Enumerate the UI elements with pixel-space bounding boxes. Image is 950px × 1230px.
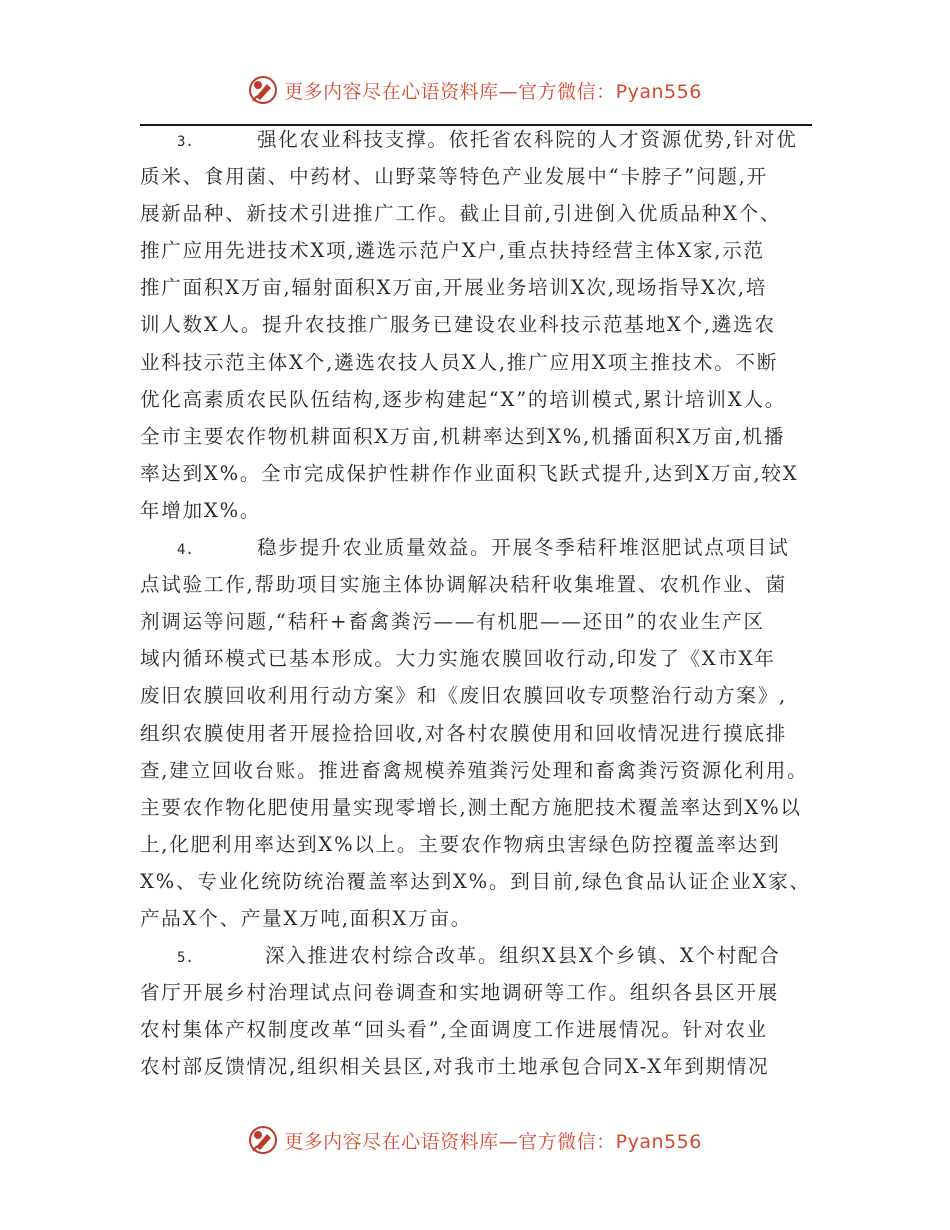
footer-banner bbox=[0, 1122, 950, 1158]
footer-banner-text: 更多内容尽在心语资料库—官方微信：Pyan556 bbox=[284, 1130, 702, 1153]
section-4-line-7: 查,建立回收台账。推进畜禽规模养殖粪污处理和畜禽粪污资源化利用。 bbox=[140, 758, 809, 782]
section-4-line-9: 上,化肥利用率达到X%以上。主要农作物病虫害绿色防控覆盖率达到 bbox=[140, 832, 781, 856]
pen-nib-logo-icon bbox=[248, 1125, 278, 1155]
section-3-line-11: 年增加X%。 bbox=[140, 498, 262, 522]
section-5-line-3: 农村集体产权制度改革“回头看”,全面调度工作进展情况。针对农业 bbox=[140, 1018, 768, 1042]
section-3-line-7: 业科技示范主体X个,遴选农技人员X人,推广应用X项主推技术。不断 bbox=[140, 350, 779, 374]
section-4-line-2: 点试验工作,帮助项目实施主体协调解决秸秆收集堆置、农机作业、菌 bbox=[140, 573, 787, 597]
section-4-line-11: 产品X个、产量X万吨,面积X万亩。 bbox=[140, 906, 472, 930]
section-4-line-6: 组织农膜使用者开展捡拾回收,对各村农膜使用和回收情况进行摸底排 bbox=[140, 721, 787, 745]
section-4-number: 4. bbox=[177, 542, 194, 559]
document-body bbox=[140, 121, 820, 1085]
section-5-line-4: 农村部反馈情况,组织相关县区,对我市土地承包合同X-X年到期情况 bbox=[140, 1055, 770, 1079]
section-4-line-4: 域内循环模式已基本形成。大力实施农膜回收行动,印发了《X市X年 bbox=[140, 647, 776, 671]
section-4-line-3: 剂调运等问题,“秸秆+畜禽粪污——有机肥——还田”的农业生产区 bbox=[140, 610, 765, 634]
header-banner bbox=[0, 72, 950, 108]
section-5-number: 5. bbox=[177, 950, 194, 967]
section-4-line-5: 废旧农膜回收利用行动方案》和《废旧农膜回收专项整治行动方案》, bbox=[140, 684, 787, 708]
section-4-line-1: 4. 稳步提升农业质量效益。开展冬季秸秆堆沤肥试点项目试 bbox=[140, 529, 820, 566]
pen-nib-logo-icon bbox=[248, 75, 278, 105]
header-banner-text: 更多内容尽在心语资料库—官方微信：Pyan556 bbox=[284, 80, 702, 103]
section-3-line-8: 优化高素质农民队伍结构,逐步构建起“X”的培训模式,累计培训X人。 bbox=[140, 387, 786, 411]
section-3-line-1: 3. 强化农业科技支撑。依托省农科院的人才资源优势,针对优 bbox=[140, 121, 820, 158]
section-3-line-2: 质米、食用菌、中药材、山野菜等特色产业发展中“卡脖子”问题,开 bbox=[140, 165, 768, 189]
section-3-line-3: 展新品种、新技术引进推广工作。截止目前,引进倒入优质品种X个、 bbox=[140, 202, 782, 226]
section-4-line-8: 主要农作物化肥使用量实现零增长,测土配方施肥技术覆盖率达到X%以 bbox=[140, 795, 802, 819]
section-5-line-2: 省厅开展乡村治理试点问卷调查和实地调研等工作。组织各县区开展 bbox=[140, 981, 780, 1005]
section-5-line-1: 5. 深入推进农村综合改革。组织X县X个乡镇、X个村配合 bbox=[140, 937, 820, 974]
section-3-line-10: 率达到X%。全市完成保护性耕作作业面积飞跃式提升,达到X万亩,较X bbox=[140, 461, 799, 485]
section-3-line-9: 全市主要农作物机耕面积X万亩,机耕率达到X%,机播面积X万亩,机播 bbox=[140, 424, 786, 448]
section-3-number: 3. bbox=[177, 134, 194, 150]
section-3-line-4: 推广应用先进技术X项,遴选示范户X户,重点扶持经营主体X家,示范 bbox=[140, 239, 765, 263]
section-3-line-5: 推广面积X万亩,辐射面积X万亩,开展业务培训X次,现场指导X次,培 bbox=[140, 276, 768, 300]
section-4-line-10: X%、专业化统防统治覆盖率达到X%。到目前,绿色食品认证企业X家、 bbox=[140, 869, 811, 893]
section-3-line-6: 训人数X人。提升农技推广服务已建设农业科技示范基地X个,遴选农 bbox=[140, 313, 776, 337]
